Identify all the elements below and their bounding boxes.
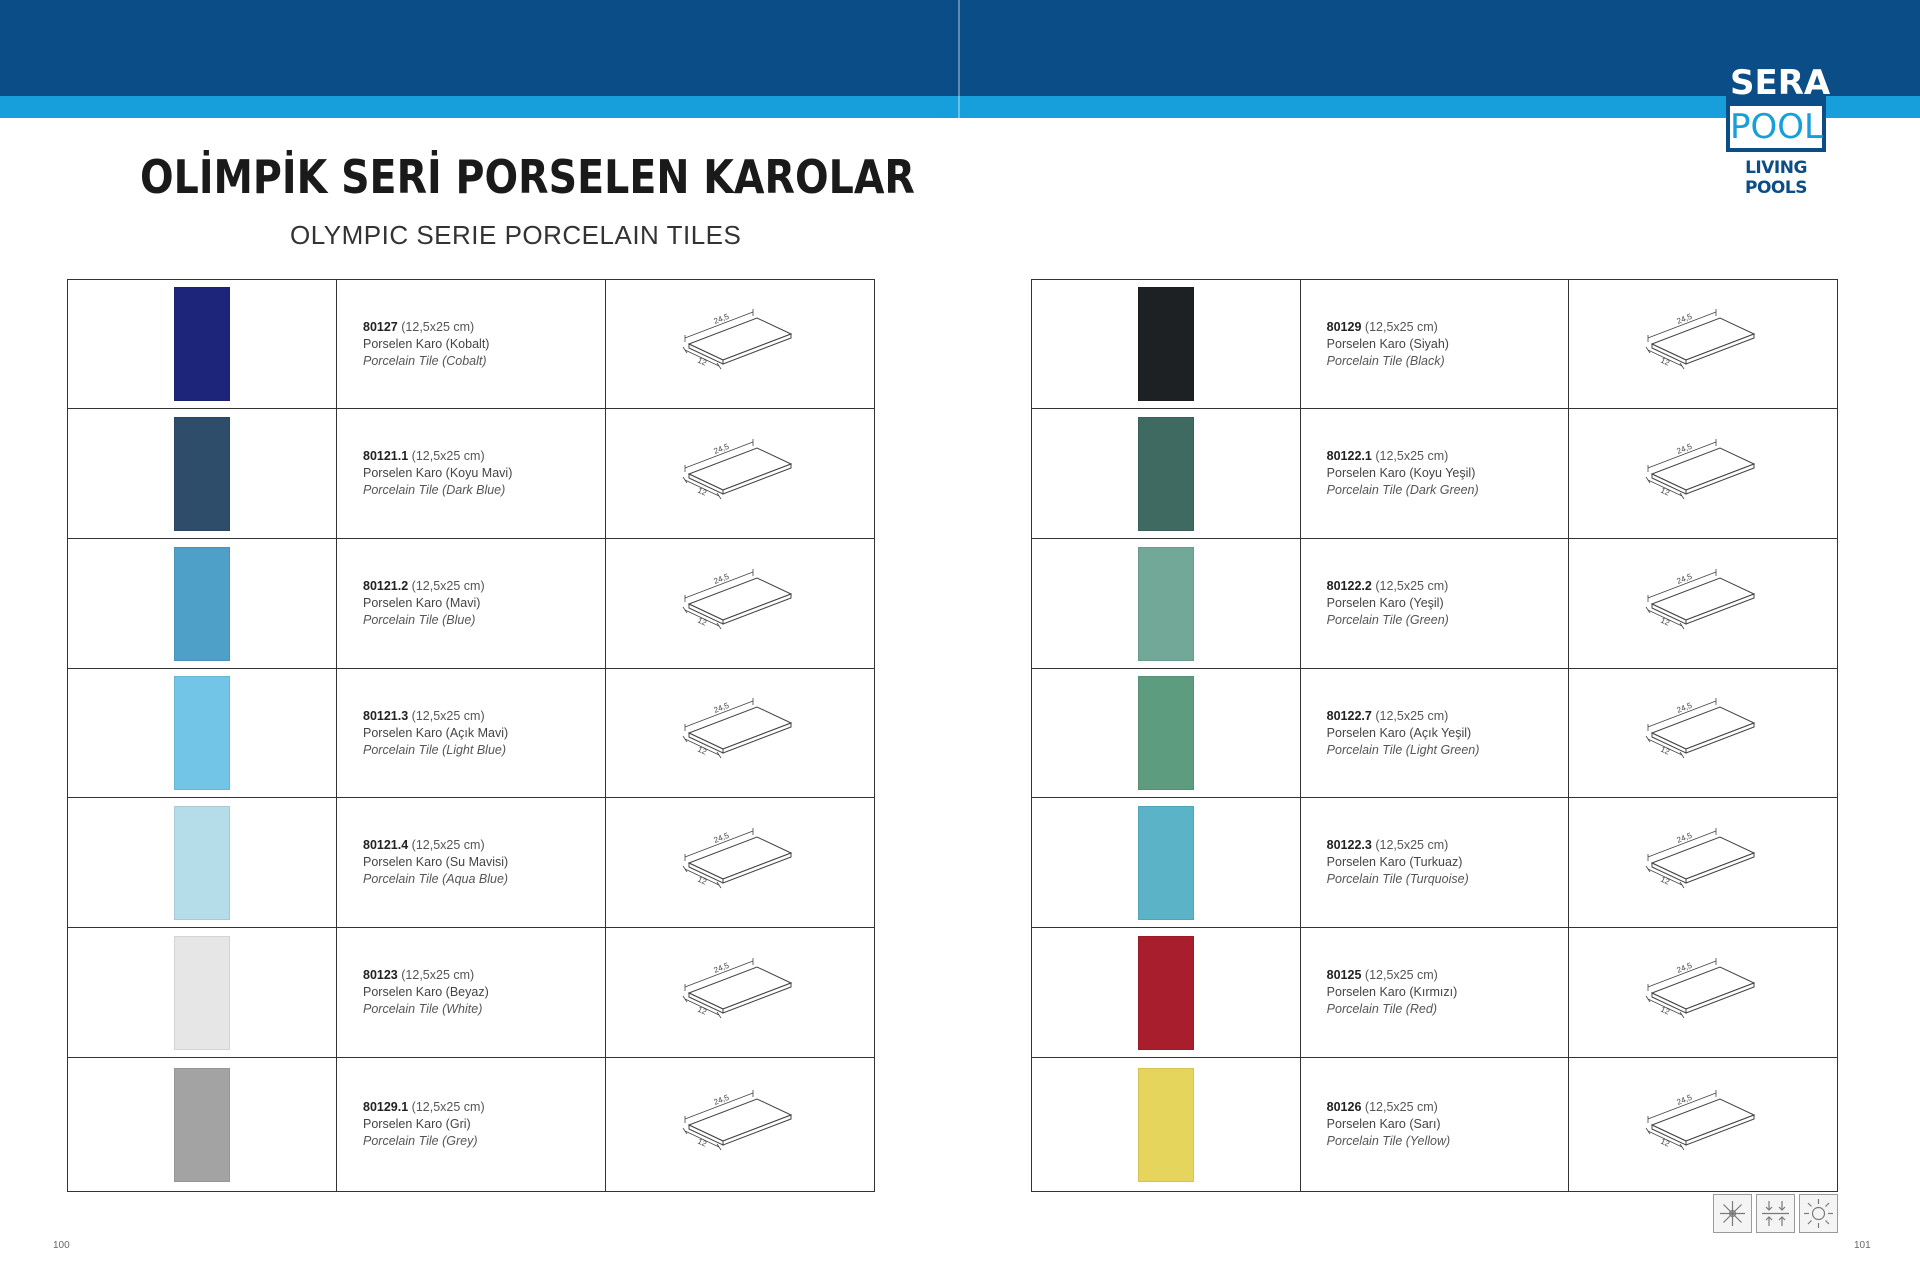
swatch-cell xyxy=(1032,409,1301,539)
tile-name-tr: Porselen Karo (Kobalt) xyxy=(363,336,490,351)
tile-color-swatch xyxy=(1138,936,1194,1050)
tile-color-swatch xyxy=(1138,1068,1194,1182)
tile-code: 80122.7 xyxy=(1326,708,1372,723)
tile-dimension-drawing xyxy=(675,823,805,903)
drawing-length-label: 24,5 xyxy=(1675,700,1694,715)
tile-dimension-drawing xyxy=(1638,434,1768,514)
drawing-length-label: 24,5 xyxy=(1675,311,1694,326)
tile-name-en: Porcelain Tile (White) xyxy=(363,1002,483,1016)
swatch-cell xyxy=(1032,928,1301,1058)
swatch-cell xyxy=(1032,669,1301,798)
drawing-length-label: 24,5 xyxy=(712,571,731,586)
tile-code: 80127 xyxy=(363,319,398,334)
tile-code: 80126 xyxy=(1326,1100,1362,1114)
tile-color-swatch xyxy=(1138,676,1194,790)
tile-size: (12,5x25 cm) xyxy=(401,319,475,334)
tile-code: 80129.1 xyxy=(363,1100,409,1114)
drawing-length-label: 24,5 xyxy=(1675,1092,1694,1107)
tile-color-swatch xyxy=(1138,547,1194,661)
tile-size: (12,5x25 cm) xyxy=(1375,579,1449,593)
logo-tagline: LIVING POOLS xyxy=(1745,158,1807,198)
tile-info-cell xyxy=(1300,280,1569,409)
logo-bottom: POOL xyxy=(1730,107,1823,147)
drawing-length-label: 24,5 xyxy=(712,960,731,975)
tile-color-swatch xyxy=(1138,287,1194,401)
tile-row xyxy=(68,1058,875,1192)
tile-row xyxy=(68,539,875,669)
tile-row xyxy=(1032,1058,1838,1192)
drawing-length-label: 24,5 xyxy=(712,1092,731,1107)
tile-info-cell xyxy=(1300,1058,1569,1192)
tile-code: 80129 xyxy=(1326,319,1362,334)
drawing-width-label: 12 xyxy=(1659,874,1672,887)
tile-dimension-drawing xyxy=(675,564,805,644)
drawing-length-label: 24,5 xyxy=(712,700,731,715)
pressure-resistant-icon xyxy=(1756,1194,1795,1233)
drawing-length-label: 24,5 xyxy=(1675,441,1694,456)
tile-size: (12,5x25 cm) xyxy=(1375,708,1449,723)
swatch-cell xyxy=(68,1058,337,1192)
tile-name-en: Porcelain Tile (Dark Blue) xyxy=(363,483,506,497)
swatch-cell xyxy=(68,928,337,1058)
tile-code: 80121.2 xyxy=(363,579,409,593)
tile-dimension-drawing xyxy=(675,693,805,773)
drawing-width-label: 12 xyxy=(1659,615,1672,628)
tile-size: (12,5x25 cm) xyxy=(1364,968,1438,982)
tile-info-cell xyxy=(1300,669,1569,798)
tile-name-en: Porcelain Tile (Red) xyxy=(1326,1002,1438,1016)
tile-dimension-drawing xyxy=(1638,304,1768,384)
tile-info-cell xyxy=(1300,928,1569,1058)
swatch-cell xyxy=(1032,798,1301,928)
tile-size: (12,5x25 cm) xyxy=(1364,1100,1438,1114)
tile-name-tr: Porselen Karo (Sarı) xyxy=(1326,1117,1441,1131)
tile-color-swatch xyxy=(174,936,230,1050)
drawing-width-label: 12 xyxy=(1659,485,1672,498)
drawing-length-label: 24,5 xyxy=(712,830,731,845)
swatch-cell xyxy=(68,669,337,798)
tile-dimension-drawing xyxy=(675,304,805,384)
page-spine xyxy=(958,0,960,118)
tile-name-en: Porcelain Tile (Grey) xyxy=(363,1134,478,1148)
tile-size: (12,5x25 cm) xyxy=(1375,838,1449,852)
tile-code: 80122.1 xyxy=(1326,449,1372,463)
tile-name-tr: Porselen Karo (Yeşil) xyxy=(1326,596,1444,610)
tile-drawing-cell xyxy=(606,798,875,928)
tile-drawing-cell xyxy=(1569,280,1838,409)
drawing-length-label: 24,5 xyxy=(1675,960,1694,975)
drawing-width-label: 12 xyxy=(696,355,709,368)
page-subtitle: OLYMPIC SERIE PORCELAIN TILES xyxy=(290,220,742,250)
drawing-width-label: 12 xyxy=(1659,355,1672,368)
drawing-width-label: 12 xyxy=(696,744,709,757)
tile-name-en: Porcelain Tile (Cobalt) xyxy=(363,353,487,368)
tile-size: (12,5x25 cm) xyxy=(411,449,485,463)
tile-row xyxy=(68,669,875,798)
drawing-width-label: 12 xyxy=(1659,1136,1672,1149)
tile-info-cell xyxy=(1300,409,1569,539)
tile-drawing-cell xyxy=(1569,798,1838,928)
tile-name-tr: Porselen Karo (Siyah) xyxy=(1326,336,1449,351)
tile-color-swatch xyxy=(174,1068,230,1182)
tile-color-swatch xyxy=(174,806,230,920)
tile-name-en: Porcelain Tile (Aqua Blue) xyxy=(363,872,509,886)
tile-name-tr: Porselen Karo (Kırmızı) xyxy=(1326,985,1458,999)
tile-row xyxy=(1032,280,1838,409)
tile-size: (12,5x25 cm) xyxy=(1375,449,1449,463)
tile-drawing-cell xyxy=(1569,539,1838,669)
tile-row xyxy=(1032,539,1838,669)
drawing-length-label: 24,5 xyxy=(712,311,731,326)
tile-name-tr: Porselen Karo (Koyu Mavi) xyxy=(363,466,513,480)
tile-row xyxy=(1032,669,1838,798)
drawing-length-label: 24,5 xyxy=(712,441,731,456)
tile-row xyxy=(1032,409,1838,539)
tile-name-tr: Porselen Karo (Mavi) xyxy=(363,596,481,610)
swatch-cell xyxy=(1032,1058,1301,1192)
swatch-cell xyxy=(68,280,337,409)
tile-name-tr: Porselen Karo (Açık Mavi) xyxy=(363,725,509,740)
tile-drawing-cell xyxy=(1569,1058,1838,1192)
tile-dimension-drawing xyxy=(675,953,805,1033)
tile-row xyxy=(1032,928,1838,1058)
drawing-length-label: 24,5 xyxy=(1675,830,1694,845)
drawing-width-label: 12 xyxy=(696,615,709,628)
tile-code: 80122.2 xyxy=(1326,579,1372,593)
tile-drawing-cell xyxy=(606,409,875,539)
tile-drawing-cell xyxy=(606,1058,875,1192)
tile-info-cell xyxy=(337,280,606,409)
tile-drawing-cell xyxy=(1569,409,1838,539)
tile-size: (12,5x25 cm) xyxy=(401,968,475,982)
tile-name-tr: Porselen Karo (Turkuaz) xyxy=(1326,855,1463,869)
tile-size: (12,5x25 cm) xyxy=(411,1100,485,1114)
tile-color-swatch xyxy=(174,547,230,661)
tile-color-swatch xyxy=(1138,417,1194,531)
page-number-left: 100 xyxy=(53,1240,70,1251)
swatch-cell xyxy=(1032,280,1301,409)
tile-name-en: Porcelain Tile (Yellow) xyxy=(1326,1134,1451,1148)
page-title: OLİMPİK SERİ PORSELEN KAROLAR xyxy=(140,150,915,204)
tile-dimension-drawing xyxy=(675,434,805,514)
tile-dimension-drawing xyxy=(675,1085,805,1165)
tile-info-cell xyxy=(337,798,606,928)
tile-name-tr: Porselen Karo (Su Mavisi) xyxy=(363,855,509,869)
tile-code: 80121.1 xyxy=(363,449,409,463)
tile-info-cell xyxy=(337,669,606,798)
tile-info-cell xyxy=(337,1058,606,1192)
tile-name-en: Porcelain Tile (Black) xyxy=(1326,353,1445,368)
tile-row xyxy=(68,798,875,928)
tile-name-en: Porcelain Tile (Green) xyxy=(1326,613,1449,627)
tile-info-cell xyxy=(1300,539,1569,669)
header-stripe xyxy=(0,96,1920,118)
drawing-width-label: 12 xyxy=(1659,744,1672,757)
tile-info-cell xyxy=(337,409,606,539)
tile-size: (12,5x25 cm) xyxy=(1364,319,1438,334)
swatch-cell xyxy=(68,409,337,539)
drawing-width-label: 12 xyxy=(696,1136,709,1149)
tile-code: 80121.3 xyxy=(363,708,409,723)
tile-name-tr: Porselen Karo (Gri) xyxy=(363,1117,471,1131)
tile-size: (12,5x25 cm) xyxy=(411,708,485,723)
tile-color-swatch xyxy=(174,417,230,531)
tile-drawing-cell xyxy=(606,928,875,1058)
tile-drawing-cell xyxy=(1569,928,1838,1058)
tile-size: (12,5x25 cm) xyxy=(411,838,485,852)
drawing-width-label: 12 xyxy=(696,874,709,887)
tile-name-tr: Porselen Karo (Açık Yeşil) xyxy=(1326,725,1472,740)
tile-name-en: Porcelain Tile (Light Green) xyxy=(1326,742,1480,757)
tile-name-en: Porcelain Tile (Dark Green) xyxy=(1326,483,1479,497)
swatch-cell xyxy=(68,798,337,928)
tile-color-swatch xyxy=(1138,806,1194,920)
frost-resistant-icon xyxy=(1713,1194,1752,1233)
swatch-cell xyxy=(68,539,337,669)
drawing-width-label: 12 xyxy=(1659,1004,1672,1017)
tile-dimension-drawing xyxy=(1638,564,1768,644)
tile-code: 80122.3 xyxy=(1326,838,1372,852)
tile-info-cell xyxy=(1300,798,1569,928)
tile-dimension-drawing xyxy=(1638,1085,1768,1165)
tile-drawing-cell xyxy=(606,280,875,409)
left-tile-table xyxy=(67,279,875,1192)
tile-dimension-drawing xyxy=(1638,693,1768,773)
tile-drawing-cell xyxy=(1569,669,1838,798)
serapool-logo xyxy=(1726,56,1831,198)
tile-name-en: Porcelain Tile (Turquoise) xyxy=(1326,872,1469,886)
tile-info-cell xyxy=(337,539,606,669)
tile-name-tr: Porselen Karo (Koyu Yeşil) xyxy=(1326,466,1476,480)
tile-color-swatch xyxy=(174,287,230,401)
tile-name-tr: Porselen Karo (Beyaz) xyxy=(363,985,489,999)
header-band xyxy=(0,0,1920,96)
page-number-right: 101 xyxy=(1854,1240,1871,1251)
tile-dimension-drawing xyxy=(1638,823,1768,903)
tile-name-en: Porcelain Tile (Blue) xyxy=(363,613,476,627)
tile-code: 80123 xyxy=(363,968,398,982)
tile-row xyxy=(68,409,875,539)
swatch-cell xyxy=(1032,539,1301,669)
uv-resistant-icon xyxy=(1799,1194,1838,1233)
tile-code: 80121.4 xyxy=(363,838,409,852)
drawing-width-label: 12 xyxy=(696,485,709,498)
right-tile-table xyxy=(1031,279,1838,1192)
tile-row xyxy=(68,928,875,1058)
drawing-width-label: 12 xyxy=(696,1004,709,1017)
tile-dimension-drawing xyxy=(1638,953,1768,1033)
tile-color-swatch xyxy=(174,676,230,790)
tile-name-en: Porcelain Tile (Light Blue) xyxy=(363,742,507,757)
tile-size: (12,5x25 cm) xyxy=(411,579,485,593)
tile-info-cell xyxy=(337,928,606,1058)
tile-row xyxy=(1032,798,1838,928)
property-symbols xyxy=(1713,1194,1837,1232)
tile-code: 80125 xyxy=(1326,968,1362,982)
tile-row xyxy=(68,280,875,409)
logo-top: SERA xyxy=(1730,60,1822,106)
tile-drawing-cell xyxy=(606,669,875,798)
tile-drawing-cell xyxy=(606,539,875,669)
drawing-length-label: 24,5 xyxy=(1675,571,1694,586)
